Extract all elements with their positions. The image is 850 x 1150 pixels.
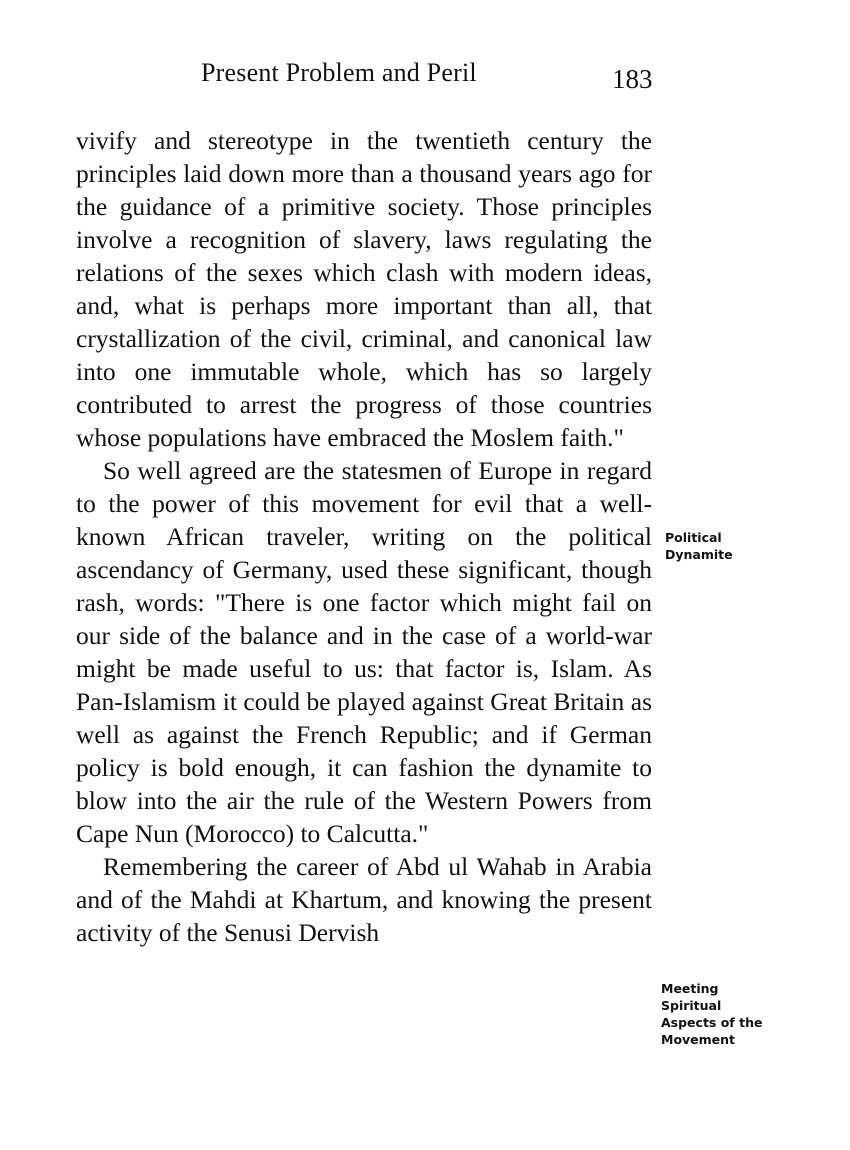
paragraph-remembering: Remembering the career of Abd ul Wahab in Arabia and of the Mahdi at Khartum, and knowing the present activity of the Senusi Dervish	[76, 852, 652, 947]
margin-note-line: Movement	[661, 1032, 736, 1047]
margin-note-political-dynamite	[665, 529, 733, 563]
margin-note-meeting-spiritual	[661, 980, 762, 1048]
paragraph-continuation: vivify and stereotype in the twentieth century the principles laid down more than a thousand years ago for the guidance of a primitive society. Those principles involve a recognition of slavery, laws regulating the relations of the sexes which clash with modern ideas, and, what is perhaps more important than all, that crystallization of the civil, criminal, and canonical law into one immutable whole, which has so largely contributed to arrest the progress of those countries whose populations have embraced the Moslem faith."	[76, 126, 652, 452]
margin-note-line: Dynamite	[665, 547, 733, 562]
running-title: Present Problem and Peril	[201, 58, 477, 87]
margin-note-line: Aspects of the	[661, 1015, 763, 1030]
margin-note-line: Spiritual	[661, 998, 722, 1013]
page-header	[0, 58, 850, 94]
body-text	[76, 124, 652, 949]
margin-note-line: Political	[665, 530, 722, 545]
paragraph-political-dynamite: So well agreed are the statesmen of Europe in regard to the power of this movement for evil that a well-known African traveler, writing on the political ascendancy of Germany, used these significant, though rash, words: "There is one factor which might fail on our side of the balance and in the case of a world-war might be made useful to us: that factor is, Islam. As Pan-Islamism it could be played against Great Britain as well as against the French Republic; and if German policy is bold enough, it can fashion the dynamite to blow into the air the rule of the Western Powers from Cape Nun (Morocco) to Calcutta."	[76, 456, 652, 848]
margin-note-line: Meeting	[661, 981, 719, 996]
page-number: 183	[612, 64, 653, 94]
